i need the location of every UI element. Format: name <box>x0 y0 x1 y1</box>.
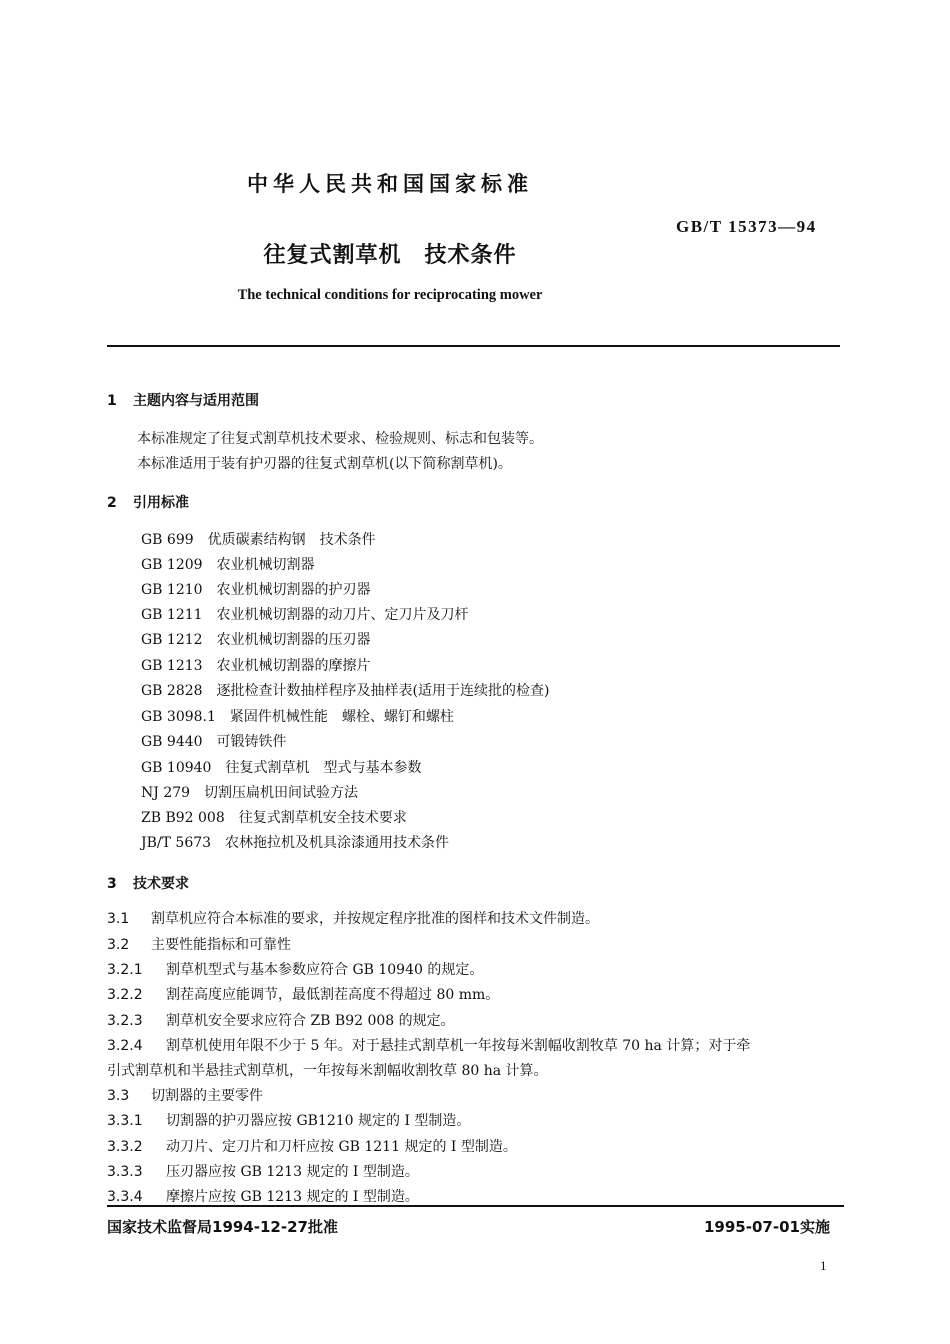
clause <box>107 1110 847 1130</box>
clause <box>107 959 847 979</box>
clause <box>107 1186 847 1206</box>
clause-number: 3.2.1 <box>107 962 143 978</box>
clause-text: 摩擦片应按 GB 1213 规定的 Ⅰ 型制造。 <box>166 1189 419 1205</box>
reference-item: GB 1213 农业机械切割器的摩擦片 <box>141 658 371 674</box>
reference-item: GB 2828 逐批检查计数抽样程序及抽样表(适用于连续批的检查) <box>141 683 550 699</box>
footer-divider <box>107 1205 844 1207</box>
section-2-heading <box>107 492 189 512</box>
clause-number: 3.2.2 <box>107 987 143 1003</box>
page-number: 1 <box>820 1258 827 1273</box>
reference-item: GB 9440 可锻铸铁件 <box>141 734 287 750</box>
section-3-heading <box>107 873 189 893</box>
clause-text: 动刀片、定刀片和刀杆应按 GB 1211 规定的 Ⅰ 型制造。 <box>166 1139 517 1155</box>
reference-item: JB/T 5673 农林拖拉机及机具涂漆通用技术条件 <box>141 835 450 851</box>
clause <box>107 1136 847 1156</box>
clause <box>107 908 847 928</box>
clause-text: 切割器的护刃器应按 GB1210 规定的 Ⅰ 型制造。 <box>166 1113 471 1129</box>
standard-number: GB/T 15373—94 <box>676 217 817 236</box>
clause-number: 3.2.4 <box>107 1038 143 1054</box>
clause-number: 3.3.3 <box>107 1164 143 1180</box>
reference-item: GB 1212 农业机械切割器的压刃器 <box>141 632 371 648</box>
clause-text: 割草机应符合本标准的要求，并按规定程序批准的图样和技术文件制造。 <box>151 911 599 927</box>
section-1-heading <box>107 390 259 410</box>
reference-item: GB 3098.1 紧固件机械性能 螺栓、螺钉和螺柱 <box>141 709 454 725</box>
section-1-title: 主题内容与适用范围 <box>133 393 259 409</box>
document-title-en: The technical conditions for reciprocating mower <box>237 287 543 303</box>
clause-text: 主要性能指标和可靠性 <box>151 937 291 953</box>
clause <box>107 1035 847 1080</box>
clause-number: 3.3.1 <box>107 1113 143 1129</box>
clause-text: 割茬高度应能调节，最低割茬高度不得超过 80 mm。 <box>166 987 500 1003</box>
approval-line: 国家技术监督局1994-12-27批准 <box>107 1218 338 1236</box>
clause-number: 3.1 <box>107 911 130 927</box>
clause <box>107 1161 847 1181</box>
section-3-title: 技术要求 <box>133 876 189 892</box>
reference-item: GB 1209 农业机械切割器 <box>141 557 315 573</box>
clause-number: 3.3 <box>107 1088 130 1104</box>
clause <box>107 1010 847 1030</box>
clause <box>107 1085 847 1105</box>
reference-item: GB 1210 农业机械切割器的护刃器 <box>141 582 371 598</box>
clause <box>107 984 847 1004</box>
clause-number: 3.2 <box>107 937 130 953</box>
document-title-cn: 往复式割草机 技术条件 <box>263 243 517 268</box>
national-standard-heading: 中华人民共和国国家标准 <box>247 172 533 196</box>
reference-item: GB 699 优质碳素结构钢 技术条件 <box>141 532 376 548</box>
clause-number: 3.3.2 <box>107 1139 143 1155</box>
reference-item: NJ 279 切割压扁机田间试验方法 <box>141 785 359 801</box>
clause-text: 割草机型式与基本参数应符合 GB 10940 的规定。 <box>166 962 484 978</box>
clause-text-continuation: 引式割草机和半悬挂式割草机，一年按每米割幅收割牧草 80 ha 计算。 <box>107 1063 548 1079</box>
clause-text: 割草机使用年限不少于 5 年。对于悬挂式割草机一年按每米割幅收割牧草 70 ha 计算；对于牵 <box>166 1038 751 1054</box>
section-1-paragraph: 本标准适用于装有护刃器的往复式割草机(以下简称割草机)。 <box>137 456 512 472</box>
reference-item: GB 1211 农业机械切割器的动刀片、定刀片及刀杆 <box>141 607 469 623</box>
header-divider <box>107 345 840 347</box>
reference-item: ZB B92 008 往复式割草机安全技术要求 <box>141 810 407 826</box>
clause-text: 割草机安全要求应符合 ZB B92 008 的规定。 <box>166 1013 455 1029</box>
section-3-number: 3 <box>107 876 117 892</box>
reference-item: GB 10940 往复式割草机 型式与基本参数 <box>141 760 422 776</box>
section-1-number: 1 <box>107 393 117 409</box>
clause <box>107 934 847 954</box>
section-2-number: 2 <box>107 495 117 511</box>
clause-number: 3.3.4 <box>107 1189 143 1205</box>
clause-text: 切割器的主要零件 <box>151 1088 263 1104</box>
clause-text: 压刃器应按 GB 1213 规定的 Ⅰ 型制造。 <box>166 1164 419 1180</box>
effective-date: 1995-07-01实施 <box>704 1218 830 1236</box>
clause-number: 3.2.3 <box>107 1013 143 1029</box>
section-1-paragraph: 本标准规定了往复式割草机技术要求、检验规则、标志和包装等。 <box>137 431 543 447</box>
section-2-title: 引用标准 <box>133 495 189 511</box>
